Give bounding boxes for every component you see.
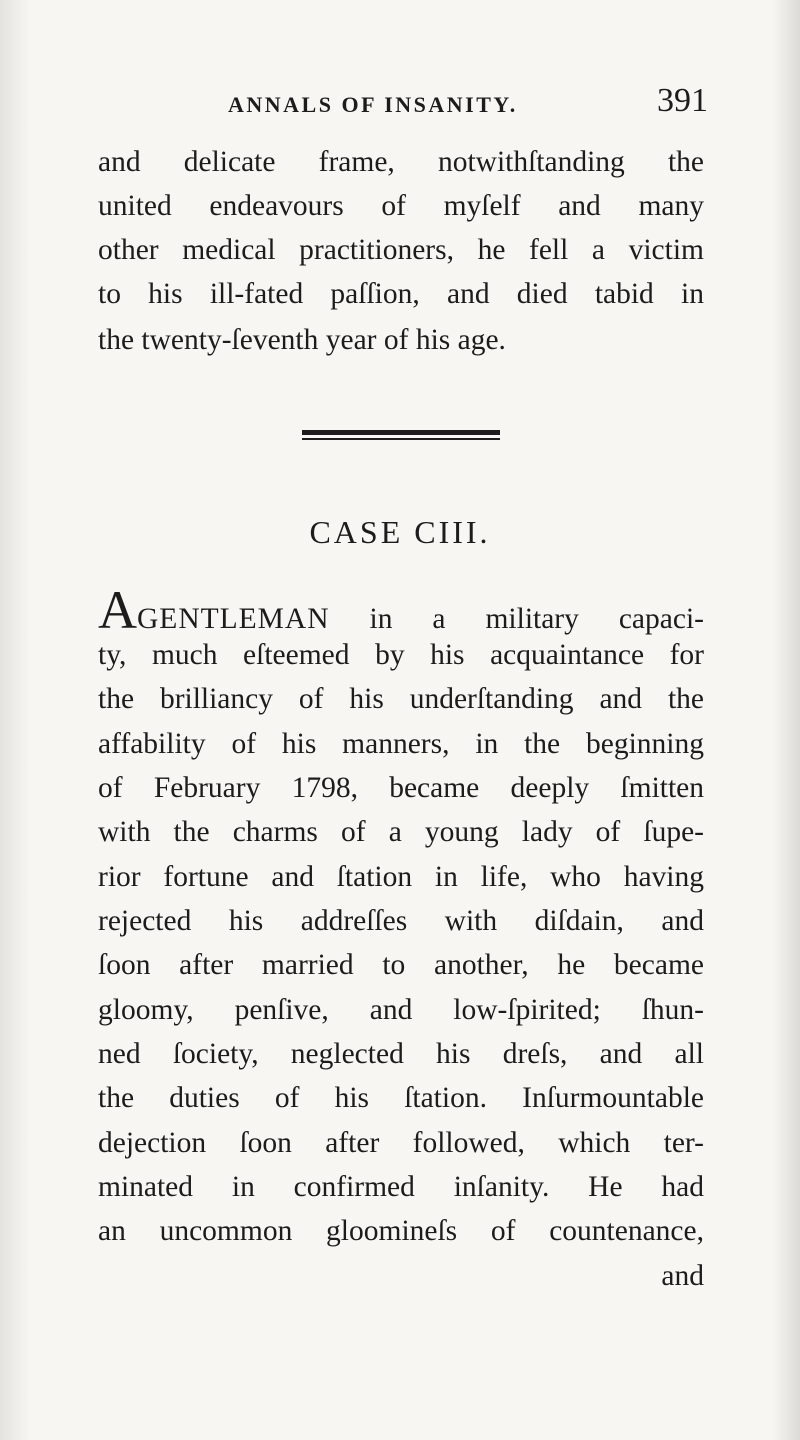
text-line: to his ill-fated paſſion, and died tabid in (98, 278, 704, 310)
page-header (228, 82, 708, 128)
divider-thick-line (302, 430, 500, 435)
page-left-shadow (0, 0, 30, 1440)
text-line: united endeavours of myſelf and many (98, 190, 704, 222)
case-first-line (98, 580, 704, 640)
text-line: ſoon after married to another, he became (98, 949, 704, 981)
catchword: and (661, 1260, 704, 1292)
text-line: rejected his addreſſes with diſdain, and (98, 905, 704, 937)
text-line: ty, much eſteemed by his acquaintance for (98, 639, 704, 671)
text-line: the duties of his ſtation. Inſurmountable (98, 1082, 704, 1114)
text-line: ned ſociety, neglected his dreſs, and all (98, 1038, 704, 1070)
text-line: and delicate frame, notwithſtanding the (98, 146, 704, 178)
text-line: with the charms of a young lady of ſupe- (98, 816, 704, 848)
page-right-shadow (772, 0, 800, 1440)
text-line: an uncommon gloomineſs of countenance, (98, 1215, 704, 1247)
drop-cap: A (98, 580, 137, 640)
text-line: dejection ſoon after followed, which ter- (98, 1127, 704, 1159)
lead-word: GENTLEMAN (137, 603, 330, 635)
section-divider (302, 430, 500, 441)
text-line: gloomy, penſive, and low-ſpirited; ſhun- (98, 994, 704, 1026)
text-line: minated in confirmed inſanity. He had (98, 1171, 704, 1203)
text-line: of February 1798, became deeply ſmitten (98, 772, 704, 804)
text-line: the brilliancy of his underſtanding and the (98, 683, 704, 715)
divider-thin-line (302, 438, 500, 440)
first-line-rest: in a military capaci- (369, 603, 704, 635)
text-line: the twenty-ſeventh year of his age. (98, 324, 506, 356)
text-line: other medical practitioners, he fell a victim (98, 234, 704, 266)
case-heading: CASE CIII. (309, 514, 491, 550)
text-line: affability of his manners, in the beginning (98, 728, 704, 760)
text-line: rior fortune and ſtation in life, who having (98, 861, 704, 893)
page-number: 391 (657, 82, 708, 119)
running-title: ANNALS OF INSANITY. (228, 92, 518, 117)
